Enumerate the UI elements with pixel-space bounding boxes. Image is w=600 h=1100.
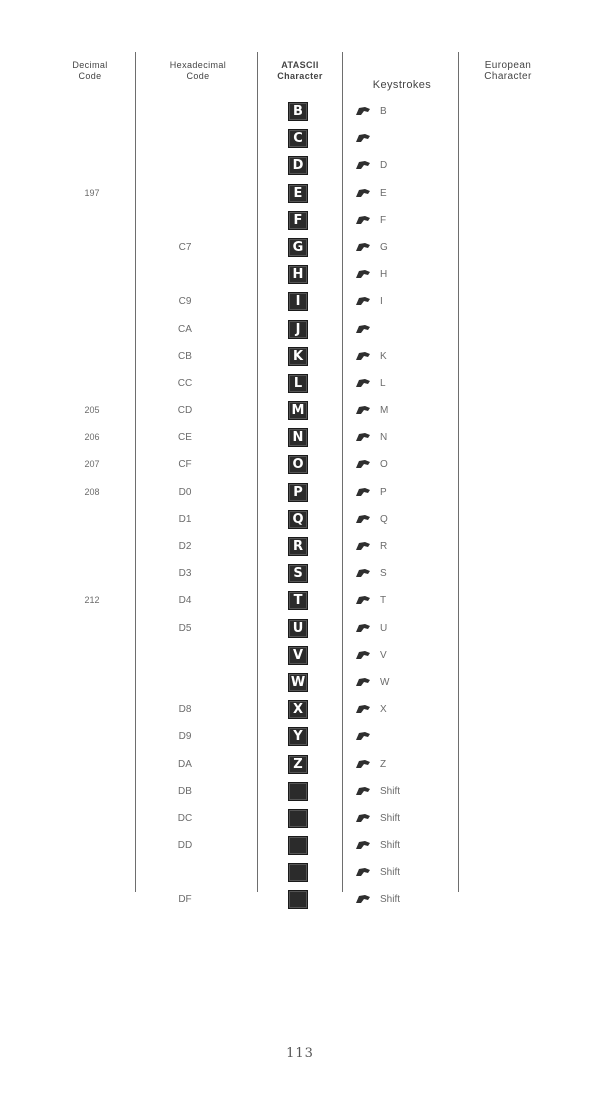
hex-code: D9 xyxy=(178,731,192,743)
table-row xyxy=(0,451,600,478)
european-character-header xyxy=(468,60,548,82)
keystroke-label: Z xyxy=(380,758,387,770)
atascii-character xyxy=(288,755,308,774)
atascii-glyph: Y xyxy=(288,727,308,746)
ctrl-key-icon xyxy=(356,624,370,633)
keystroke xyxy=(356,234,456,261)
decimal-code xyxy=(62,125,122,152)
hex-header-line2: Code xyxy=(186,71,210,81)
ctrl-key-icon xyxy=(356,325,370,334)
ctrl-key-icon xyxy=(356,542,370,551)
decimal-code: 206 xyxy=(84,432,100,443)
hex-code: CC xyxy=(177,377,193,389)
keystroke xyxy=(356,723,456,750)
decimal-code xyxy=(62,886,122,913)
atascii-character-header xyxy=(262,60,338,82)
hex-code: CF xyxy=(178,459,192,471)
ctrl-key-icon xyxy=(356,787,370,796)
table-row xyxy=(0,751,600,778)
table-row xyxy=(0,533,600,560)
atascii-glyph: V xyxy=(288,646,308,665)
keystroke xyxy=(356,316,456,343)
european-header-line2: Character xyxy=(484,71,532,82)
atascii-character xyxy=(288,238,308,257)
keystroke xyxy=(356,859,456,886)
hex-code xyxy=(150,125,220,152)
keystroke xyxy=(356,261,456,288)
decimal-code xyxy=(62,751,122,778)
hex-header-line1: Hexadecimal xyxy=(169,60,227,70)
hex-code: D8 xyxy=(178,704,192,716)
keystroke-label: Shift xyxy=(380,894,401,906)
keystroke-label: G xyxy=(380,241,388,253)
ctrl-key-icon xyxy=(356,107,370,116)
character-table xyxy=(0,98,600,914)
table-row xyxy=(0,261,600,288)
keystroke xyxy=(356,451,456,478)
atascii-glyph: D xyxy=(288,156,308,175)
keystroke xyxy=(356,180,456,207)
ctrl-key-icon xyxy=(356,705,370,714)
keystroke xyxy=(356,751,456,778)
decimal-code xyxy=(62,778,122,805)
decimal-code: 208 xyxy=(84,486,100,497)
hex-code-header xyxy=(148,60,248,82)
atascii-character xyxy=(288,646,308,665)
keystroke-label: L xyxy=(380,377,386,389)
atascii-glyph: W xyxy=(288,673,308,692)
hex-code xyxy=(150,180,220,207)
hex-code: D1 xyxy=(178,513,192,525)
ctrl-key-icon xyxy=(356,732,370,741)
decimal-code xyxy=(62,560,122,587)
keystroke xyxy=(356,479,456,506)
ctrl-key-icon xyxy=(356,488,370,497)
atascii-character xyxy=(288,836,308,855)
table-row xyxy=(0,316,600,343)
keystroke-label: H xyxy=(380,269,388,281)
keystroke-label: P xyxy=(380,486,387,498)
hex-code: DF xyxy=(178,894,192,906)
ctrl-key-icon xyxy=(356,297,370,306)
table-row xyxy=(0,615,600,642)
keystroke xyxy=(356,207,456,234)
keystroke-label: I xyxy=(380,296,383,308)
ctrl-key-icon xyxy=(356,433,370,442)
table-row xyxy=(0,778,600,805)
keystroke-label: T xyxy=(380,595,387,607)
keystroke-label: O xyxy=(380,459,388,471)
decimal-code: 207 xyxy=(84,459,100,470)
table-row xyxy=(0,642,600,669)
hex-code: CD xyxy=(177,405,193,417)
atascii-glyph: O xyxy=(288,455,308,474)
hex-code: DB xyxy=(178,785,192,797)
decimal-code xyxy=(62,343,122,370)
atascii-character xyxy=(288,102,308,121)
ctrl-key-icon xyxy=(356,352,370,361)
atascii-character xyxy=(288,782,308,801)
decimal-code xyxy=(62,723,122,750)
table-row xyxy=(0,288,600,315)
ctrl-key-icon xyxy=(356,596,370,605)
keystroke-label: Shift xyxy=(380,840,401,852)
keystroke xyxy=(356,370,456,397)
ctrl-key-icon xyxy=(356,569,370,578)
keystroke-label: V xyxy=(380,649,387,661)
atascii-header-line1: ATASCII xyxy=(281,60,319,70)
table-row xyxy=(0,98,600,125)
keystroke xyxy=(356,397,456,424)
hex-code: D4 xyxy=(178,595,192,607)
hex-code xyxy=(150,642,220,669)
ctrl-key-icon xyxy=(356,678,370,687)
atascii-character xyxy=(288,455,308,474)
table-row xyxy=(0,479,600,506)
keystroke-label: X xyxy=(380,704,387,716)
decimal-code: 212 xyxy=(84,595,100,606)
atascii-character xyxy=(288,673,308,692)
ctrl-key-icon xyxy=(356,651,370,660)
table-row xyxy=(0,234,600,261)
keystroke xyxy=(356,125,456,152)
table-row xyxy=(0,805,600,832)
hex-code: D2 xyxy=(178,541,192,552)
keystroke xyxy=(356,886,456,913)
hex-code: C9 xyxy=(178,296,192,308)
keystroke-label: D xyxy=(380,160,388,172)
atascii-character xyxy=(288,591,308,610)
decimal-code: 197 xyxy=(84,187,100,198)
hex-code: CB xyxy=(178,350,192,362)
table-row xyxy=(0,180,600,207)
atascii-character xyxy=(288,890,308,909)
keystroke xyxy=(356,288,456,315)
atascii-character xyxy=(288,863,308,882)
keystroke-label: Shift xyxy=(380,867,401,879)
decimal-code xyxy=(62,506,122,533)
table-row xyxy=(0,397,600,424)
keystroke xyxy=(356,778,456,805)
hex-code xyxy=(150,859,220,886)
page-number: 113 xyxy=(286,1046,314,1061)
keystroke-label: Q xyxy=(380,513,388,525)
atascii-character xyxy=(288,401,308,420)
atascii-character xyxy=(288,537,308,556)
european-header-line1: European xyxy=(484,60,532,71)
keystroke xyxy=(356,343,456,370)
atascii-glyph: Q xyxy=(288,510,308,529)
hex-code: D3 xyxy=(178,568,192,580)
atascii-character xyxy=(288,809,308,828)
keystroke-label: N xyxy=(380,432,388,444)
table-row xyxy=(0,125,600,152)
hex-code xyxy=(150,207,220,234)
keystroke xyxy=(356,533,456,560)
hex-code: DC xyxy=(177,812,193,824)
ctrl-key-icon xyxy=(356,134,370,143)
table-row xyxy=(0,152,600,179)
keystroke-label: Shift xyxy=(380,812,401,824)
keystroke xyxy=(356,615,456,642)
hex-code xyxy=(150,261,220,288)
ctrl-key-icon xyxy=(356,515,370,524)
keystroke xyxy=(356,805,456,832)
keystroke-label: B xyxy=(380,106,387,117)
atascii-glyph xyxy=(288,890,308,909)
hex-code: DA xyxy=(178,758,192,770)
table-row xyxy=(0,859,600,886)
atascii-character xyxy=(288,619,308,638)
keystrokes-header: Keystrokes xyxy=(372,79,432,91)
ctrl-key-icon xyxy=(356,216,370,225)
keystroke-label: R xyxy=(380,541,388,552)
atascii-glyph: M xyxy=(288,401,308,420)
decimal-code xyxy=(62,98,122,125)
keystroke xyxy=(356,832,456,859)
ctrl-key-icon xyxy=(356,243,370,252)
table-row xyxy=(0,560,600,587)
table-row xyxy=(0,506,600,533)
atascii-character xyxy=(288,292,308,311)
keystroke-label: Shift xyxy=(380,785,401,797)
keystroke xyxy=(356,669,456,696)
hex-code: DD xyxy=(177,840,193,852)
atascii-glyph: Z xyxy=(288,755,308,774)
atascii-glyph: C xyxy=(288,129,308,148)
atascii-character xyxy=(288,510,308,529)
keystroke xyxy=(356,560,456,587)
decimal-code xyxy=(62,152,122,179)
atascii-character xyxy=(288,428,308,447)
atascii-character xyxy=(288,320,308,339)
atascii-glyph: K xyxy=(288,347,308,366)
atascii-glyph: T xyxy=(288,591,308,610)
atascii-character xyxy=(288,211,308,230)
atascii-character xyxy=(288,347,308,366)
decimal-code-header xyxy=(55,60,125,82)
keystroke xyxy=(356,696,456,723)
ctrl-key-icon xyxy=(356,841,370,850)
decimal-code xyxy=(62,234,122,261)
decimal-code xyxy=(62,533,122,560)
atascii-glyph: N xyxy=(288,428,308,447)
atascii-glyph: S xyxy=(288,564,308,583)
atascii-glyph: X xyxy=(288,700,308,719)
keystroke xyxy=(356,587,456,614)
keystroke xyxy=(356,506,456,533)
atascii-glyph: F xyxy=(288,211,308,230)
atascii-glyph: B xyxy=(288,102,308,121)
keystroke-label: W xyxy=(380,676,390,688)
atascii-glyph: L xyxy=(288,374,308,393)
table-row xyxy=(0,696,600,723)
atascii-glyph xyxy=(288,836,308,855)
ctrl-key-icon xyxy=(356,760,370,769)
decimal-code xyxy=(62,288,122,315)
ctrl-key-icon xyxy=(356,379,370,388)
table-row xyxy=(0,832,600,859)
atascii-glyph: H xyxy=(288,265,308,284)
decimal-code xyxy=(62,261,122,288)
keystroke-label: K xyxy=(380,350,387,362)
decimal-code xyxy=(62,207,122,234)
atascii-glyph: E xyxy=(288,184,308,203)
atascii-header-line2: Character xyxy=(277,71,323,81)
hex-code: D5 xyxy=(178,622,192,634)
atascii-glyph: U xyxy=(288,619,308,638)
hex-code: C7 xyxy=(178,241,192,253)
keystroke-label: E xyxy=(380,187,387,199)
table-row xyxy=(0,723,600,750)
table-row xyxy=(0,886,600,913)
atascii-glyph: G xyxy=(288,238,308,257)
decimal-code: 205 xyxy=(84,405,100,416)
keystroke xyxy=(356,642,456,669)
decimal-header-line1: Decimal xyxy=(72,60,108,70)
hex-code: D0 xyxy=(178,486,192,498)
decimal-code xyxy=(62,859,122,886)
atascii-glyph xyxy=(288,782,308,801)
ctrl-key-icon xyxy=(356,460,370,469)
table-row xyxy=(0,587,600,614)
ctrl-key-icon xyxy=(356,895,370,904)
decimal-code xyxy=(62,805,122,832)
decimal-code xyxy=(62,696,122,723)
table-row xyxy=(0,370,600,397)
keystroke xyxy=(356,424,456,451)
atascii-glyph: R xyxy=(288,537,308,556)
table-row xyxy=(0,424,600,451)
hex-code: CA xyxy=(178,323,192,335)
ctrl-key-icon xyxy=(356,814,370,823)
atascii-character xyxy=(288,184,308,203)
hex-code: CE xyxy=(178,432,192,444)
atascii-glyph: P xyxy=(288,483,308,502)
decimal-code xyxy=(62,832,122,859)
ctrl-key-icon xyxy=(356,270,370,279)
keystroke-label: F xyxy=(380,214,387,226)
atascii-glyph xyxy=(288,863,308,882)
ctrl-key-icon xyxy=(356,189,370,198)
atascii-character xyxy=(288,564,308,583)
table-row xyxy=(0,207,600,234)
keystroke xyxy=(356,152,456,179)
keystroke xyxy=(356,98,456,125)
ctrl-key-icon xyxy=(356,161,370,170)
table-row xyxy=(0,343,600,370)
decimal-header-line2: Code xyxy=(78,71,102,81)
hex-code xyxy=(150,669,220,696)
decimal-code xyxy=(62,642,122,669)
keystroke-label: S xyxy=(380,568,387,580)
atascii-character xyxy=(288,483,308,502)
atascii-glyph: J xyxy=(288,320,308,339)
atascii-character xyxy=(288,265,308,284)
table-row xyxy=(0,669,600,696)
keystroke-label: M xyxy=(380,405,389,417)
atascii-character xyxy=(288,727,308,746)
decimal-code xyxy=(62,615,122,642)
atascii-character xyxy=(288,129,308,148)
decimal-code xyxy=(62,669,122,696)
keystroke-label: U xyxy=(380,622,388,634)
decimal-code xyxy=(62,316,122,343)
atascii-character xyxy=(288,700,308,719)
hex-code xyxy=(150,98,220,125)
ctrl-key-icon xyxy=(356,868,370,877)
atascii-character xyxy=(288,374,308,393)
ctrl-key-icon xyxy=(356,406,370,415)
atascii-character xyxy=(288,156,308,175)
atascii-glyph xyxy=(288,809,308,828)
hex-code xyxy=(150,152,220,179)
decimal-code xyxy=(62,370,122,397)
atascii-glyph: I xyxy=(288,292,308,311)
